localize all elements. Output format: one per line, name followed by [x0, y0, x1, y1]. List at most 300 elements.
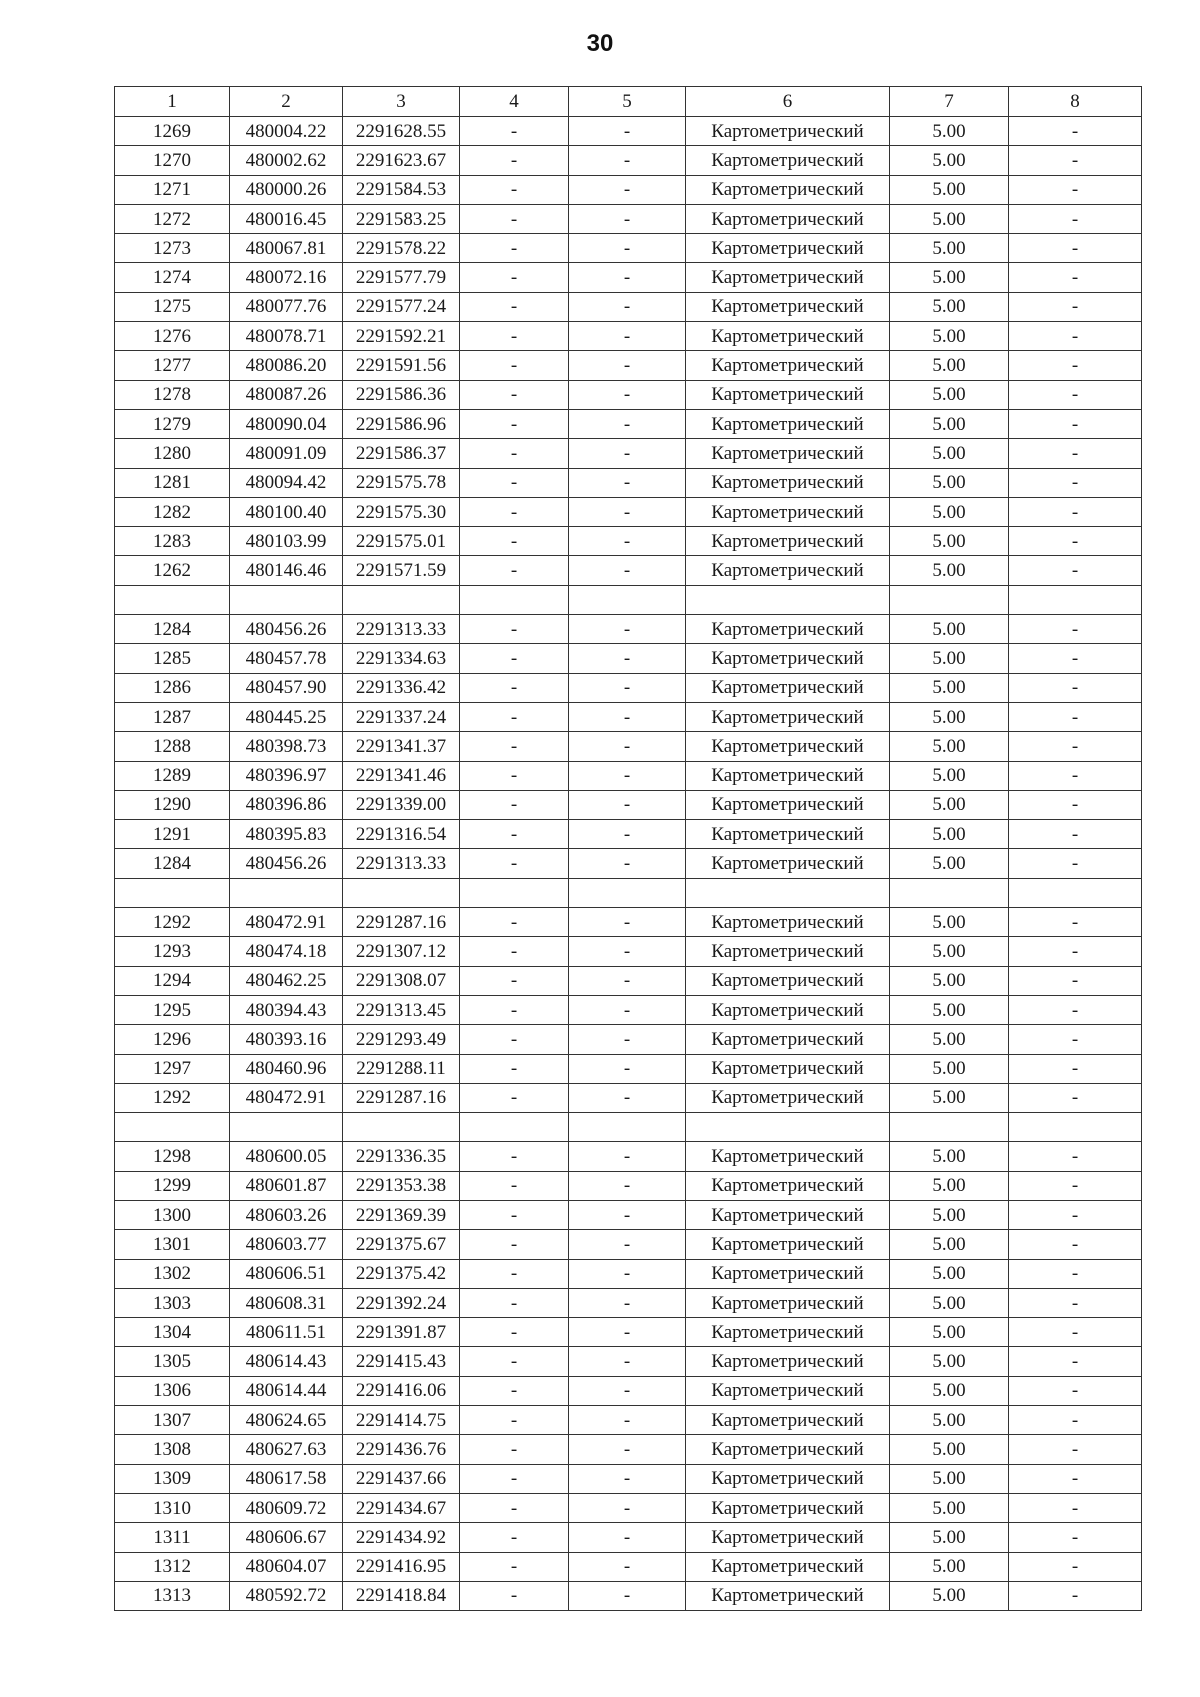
table-cell: Картометрический	[686, 380, 890, 409]
table-cell: 5.00	[890, 1025, 1009, 1054]
table-cell: -	[460, 1142, 569, 1171]
table-cell: Картометрический	[686, 1200, 890, 1229]
table-cell: -	[1009, 702, 1142, 731]
table-cell: -	[569, 322, 686, 351]
table-cell: Картометрический	[686, 146, 890, 175]
table-row	[115, 292, 1142, 321]
table-row	[115, 1493, 1142, 1522]
table-cell: -	[569, 1259, 686, 1288]
table-cell: 480614.43	[230, 1347, 343, 1376]
table-cell: 1277	[115, 351, 230, 380]
table-cell: -	[460, 146, 569, 175]
header-cell: 3	[343, 87, 460, 117]
table-cell: 5.00	[890, 1406, 1009, 1435]
table-cell: 5.00	[890, 1054, 1009, 1083]
table-cell: 2291375.42	[343, 1259, 460, 1288]
table-cell: 2291575.30	[343, 497, 460, 526]
table-cell: -	[460, 1552, 569, 1581]
table-cell: -	[460, 234, 569, 263]
table-cell: 2291586.37	[343, 439, 460, 468]
table-cell: -	[460, 439, 569, 468]
table-cell: 480606.51	[230, 1259, 343, 1288]
table-cell: 1287	[115, 702, 230, 731]
table-cell: 2291287.16	[343, 908, 460, 937]
table-cell: -	[460, 820, 569, 849]
table-cell: Картометрический	[686, 1552, 890, 1581]
table-cell: 5.00	[890, 527, 1009, 556]
table-cell	[343, 585, 460, 614]
table-row	[115, 1552, 1142, 1581]
table-cell: -	[1009, 117, 1142, 146]
table-cell: -	[460, 908, 569, 937]
table-cell: 5.00	[890, 175, 1009, 204]
table-cell: 1275	[115, 292, 230, 321]
table-cell: Картометрический	[686, 1025, 890, 1054]
table-cell: -	[1009, 234, 1142, 263]
table-cell: 1311	[115, 1523, 230, 1552]
table-cell: -	[569, 937, 686, 966]
table-cell: -	[1009, 1259, 1142, 1288]
table-cell: Картометрический	[686, 1083, 890, 1112]
table-cell: 5.00	[890, 204, 1009, 233]
table-cell: 1292	[115, 1083, 230, 1112]
table-cell	[115, 1113, 230, 1142]
header-cell: 4	[460, 87, 569, 117]
table-cell: -	[1009, 1288, 1142, 1317]
table-cell: -	[569, 292, 686, 321]
table-cell: -	[569, 732, 686, 761]
table-cell: -	[460, 615, 569, 644]
table-cell: -	[569, 1435, 686, 1464]
table-cell: 1274	[115, 263, 230, 292]
table-row	[115, 1347, 1142, 1376]
table-cell: 1302	[115, 1259, 230, 1288]
table-row	[115, 1288, 1142, 1317]
table-row	[115, 468, 1142, 497]
table-cell: 2291577.24	[343, 292, 460, 321]
table-cell: 1312	[115, 1552, 230, 1581]
table-cell: 5.00	[890, 1318, 1009, 1347]
table-cell: 1272	[115, 204, 230, 233]
table-cell: 1290	[115, 790, 230, 819]
table-row	[115, 1113, 1142, 1142]
table-cell: 480100.40	[230, 497, 343, 526]
table-cell: -	[569, 1493, 686, 1522]
table-cell: Картометрический	[686, 1464, 890, 1493]
table-cell: -	[1009, 1464, 1142, 1493]
table-row	[115, 1025, 1142, 1054]
table-cell: Картометрический	[686, 702, 890, 731]
table-cell: -	[460, 1259, 569, 1288]
table-cell: 1283	[115, 527, 230, 556]
table-cell	[569, 1113, 686, 1142]
table-cell: 1273	[115, 234, 230, 263]
table-cell: 480090.04	[230, 409, 343, 438]
table-cell: -	[460, 1581, 569, 1610]
table-row	[115, 1230, 1142, 1259]
table-row	[115, 1435, 1142, 1464]
table-cell	[230, 878, 343, 907]
table-cell: -	[1009, 1406, 1142, 1435]
table-cell: 1293	[115, 937, 230, 966]
table-cell: 5.00	[890, 497, 1009, 526]
header-cell: 1	[115, 87, 230, 117]
table-cell: 1291	[115, 820, 230, 849]
table-cell: 2291586.36	[343, 380, 460, 409]
table-cell: -	[460, 1200, 569, 1229]
table-cell: -	[569, 1552, 686, 1581]
table-cell: 480000.26	[230, 175, 343, 204]
table-cell: 1284	[115, 615, 230, 644]
table-row	[115, 966, 1142, 995]
table-cell: Картометрический	[686, 409, 890, 438]
table-cell: 480611.51	[230, 1318, 343, 1347]
table-cell: 5.00	[890, 263, 1009, 292]
table-cell: 1305	[115, 1347, 230, 1376]
table-cell: -	[569, 1406, 686, 1435]
table-cell: Картометрический	[686, 234, 890, 263]
table-cell: 480608.31	[230, 1288, 343, 1317]
table-cell: 2291341.37	[343, 732, 460, 761]
table-cell: -	[569, 1318, 686, 1347]
table-cell: -	[460, 1347, 569, 1376]
table-cell	[460, 1113, 569, 1142]
table-cell: 5.00	[890, 1083, 1009, 1112]
table-cell: 5.00	[890, 1142, 1009, 1171]
table-cell: -	[460, 351, 569, 380]
table-cell: -	[1009, 1376, 1142, 1405]
table-cell: 480086.20	[230, 351, 343, 380]
table-cell: 2291313.33	[343, 615, 460, 644]
table-cell: 5.00	[890, 673, 1009, 702]
table-row	[115, 790, 1142, 819]
table-row	[115, 439, 1142, 468]
table-cell: -	[460, 1435, 569, 1464]
header-row	[115, 87, 1142, 117]
table-cell: -	[569, 615, 686, 644]
table-cell: Картометрический	[686, 995, 890, 1024]
table-cell: -	[460, 849, 569, 878]
table-cell: Картометрический	[686, 966, 890, 995]
table-row	[115, 908, 1142, 937]
coordinates-table	[114, 86, 1142, 1611]
table-cell: 2291337.24	[343, 702, 460, 731]
table-cell: 1300	[115, 1200, 230, 1229]
table-cell: Картометрический	[686, 1435, 890, 1464]
table-cell: 480395.83	[230, 820, 343, 849]
table-cell: -	[569, 204, 686, 233]
table-cell: 1278	[115, 380, 230, 409]
table-row	[115, 1406, 1142, 1435]
table-cell: -	[460, 761, 569, 790]
table-cell: 480396.86	[230, 790, 343, 819]
table-cell: -	[569, 673, 686, 702]
table-row	[115, 556, 1142, 585]
table-cell: Картометрический	[686, 1318, 890, 1347]
table-cell: 480460.96	[230, 1054, 343, 1083]
table-cell: 480091.09	[230, 439, 343, 468]
table-cell: Картометрический	[686, 644, 890, 673]
table-row	[115, 409, 1142, 438]
table-cell: -	[1009, 761, 1142, 790]
table-cell: 480445.25	[230, 702, 343, 731]
table-cell: -	[569, 117, 686, 146]
table-cell: 480078.71	[230, 322, 343, 351]
table-cell: 2291591.56	[343, 351, 460, 380]
table-row	[115, 732, 1142, 761]
table-cell: 1301	[115, 1230, 230, 1259]
table-cell	[890, 1113, 1009, 1142]
table-cell: 5.00	[890, 615, 1009, 644]
table-cell: 1269	[115, 117, 230, 146]
table-row	[115, 204, 1142, 233]
table-cell: -	[569, 849, 686, 878]
table-cell: 480604.07	[230, 1552, 343, 1581]
table-cell: -	[460, 322, 569, 351]
table-cell: -	[569, 790, 686, 819]
table-cell: 480016.45	[230, 204, 343, 233]
table-cell: -	[1009, 380, 1142, 409]
table-cell: 5.00	[890, 322, 1009, 351]
table-cell: 1279	[115, 409, 230, 438]
table-cell: 5.00	[890, 820, 1009, 849]
header-cell: 6	[686, 87, 890, 117]
table-cell: 1289	[115, 761, 230, 790]
table-cell: 480087.26	[230, 380, 343, 409]
table-cell: -	[1009, 146, 1142, 175]
table-cell: -	[569, 644, 686, 673]
table-cell: -	[460, 1464, 569, 1493]
table-cell: Картометрический	[686, 322, 890, 351]
table-cell	[115, 585, 230, 614]
table-row	[115, 1581, 1142, 1610]
table-row	[115, 234, 1142, 263]
table-cell	[115, 878, 230, 907]
table-cell: Картометрический	[686, 1171, 890, 1200]
table-cell: 480072.16	[230, 263, 343, 292]
table-cell	[569, 878, 686, 907]
table-cell: -	[1009, 1083, 1142, 1112]
table-row	[115, 1318, 1142, 1347]
table-cell: -	[460, 1054, 569, 1083]
table-cell: -	[1009, 439, 1142, 468]
table-cell: -	[460, 732, 569, 761]
table-cell: 5.00	[890, 1493, 1009, 1522]
table-cell: Картометрический	[686, 263, 890, 292]
table-cell: 5.00	[890, 1347, 1009, 1376]
table-cell: Картометрический	[686, 1347, 890, 1376]
table-cell: -	[569, 409, 686, 438]
table-cell: -	[569, 1200, 686, 1229]
table-cell: 2291434.67	[343, 1493, 460, 1522]
table-cell: Картометрический	[686, 937, 890, 966]
table-cell: -	[569, 351, 686, 380]
table-cell: 480617.58	[230, 1464, 343, 1493]
table-cell: Картометрический	[686, 1406, 890, 1435]
table-cell: -	[1009, 263, 1142, 292]
table-cell: -	[1009, 790, 1142, 819]
table-cell: -	[569, 761, 686, 790]
table-cell: -	[569, 263, 686, 292]
table-cell: 5.00	[890, 380, 1009, 409]
table-cell: -	[569, 1142, 686, 1171]
table-cell	[343, 1113, 460, 1142]
table-cell	[1009, 585, 1142, 614]
table-cell: -	[1009, 409, 1142, 438]
table-cell: 2291434.92	[343, 1523, 460, 1552]
table-cell: 1276	[115, 322, 230, 351]
table-cell: -	[460, 263, 569, 292]
table-cell: 2291436.76	[343, 1435, 460, 1464]
table-cell: Картометрический	[686, 556, 890, 585]
table-cell: -	[460, 995, 569, 1024]
table-cell: 5.00	[890, 732, 1009, 761]
table-cell: 480601.87	[230, 1171, 343, 1200]
table-row	[115, 527, 1142, 556]
table-cell: 1294	[115, 966, 230, 995]
table-cell: 1313	[115, 1581, 230, 1610]
table-cell: 2291623.67	[343, 146, 460, 175]
table-cell: 480472.91	[230, 1083, 343, 1112]
table-cell	[230, 585, 343, 614]
table-cell: 5.00	[890, 937, 1009, 966]
table-cell: -	[460, 1406, 569, 1435]
table-cell: 2291307.12	[343, 937, 460, 966]
table-cell: -	[460, 556, 569, 585]
table-cell: -	[569, 1347, 686, 1376]
table-cell: 2291293.49	[343, 1025, 460, 1054]
table-cell: 480472.91	[230, 908, 343, 937]
table-cell: -	[460, 644, 569, 673]
table-row	[115, 1200, 1142, 1229]
table-cell: -	[460, 175, 569, 204]
table-cell: 5.00	[890, 995, 1009, 1024]
table-cell: -	[1009, 1552, 1142, 1581]
table-cell: Картометрический	[686, 615, 890, 644]
table-row	[115, 1464, 1142, 1493]
table-cell: -	[1009, 292, 1142, 321]
table-cell: -	[460, 380, 569, 409]
table-cell: 5.00	[890, 1435, 1009, 1464]
table-row	[115, 1259, 1142, 1288]
table-cell: 2291353.38	[343, 1171, 460, 1200]
table-cell	[890, 585, 1009, 614]
table-cell: -	[1009, 1171, 1142, 1200]
table-cell: -	[569, 380, 686, 409]
table-cell: 480606.67	[230, 1523, 343, 1552]
table-cell: -	[1009, 1523, 1142, 1552]
table-cell: Картометрический	[686, 204, 890, 233]
table-cell: 5.00	[890, 1464, 1009, 1493]
table-cell: -	[569, 1464, 686, 1493]
table-cell: -	[460, 117, 569, 146]
table-cell: -	[1009, 1200, 1142, 1229]
table-cell: Картометрический	[686, 351, 890, 380]
table-cell: 2291414.75	[343, 1406, 460, 1435]
table-cell: 5.00	[890, 1230, 1009, 1259]
table-cell: Картометрический	[686, 761, 890, 790]
table-cell: -	[1009, 849, 1142, 878]
table-cell: -	[569, 1171, 686, 1200]
table-cell: -	[569, 702, 686, 731]
table-cell	[686, 585, 890, 614]
table-cell: Картометрический	[686, 527, 890, 556]
table-cell: -	[569, 439, 686, 468]
table-cell: -	[569, 527, 686, 556]
table-cell: -	[460, 1376, 569, 1405]
table-cell: -	[460, 1230, 569, 1259]
table-cell: -	[1009, 673, 1142, 702]
table-cell: 480004.22	[230, 117, 343, 146]
table-cell: -	[1009, 615, 1142, 644]
table-row	[115, 351, 1142, 380]
table-cell: 2291415.43	[343, 1347, 460, 1376]
table-cell: 1285	[115, 644, 230, 673]
table-cell: 5.00	[890, 1581, 1009, 1610]
table-cell: 1307	[115, 1406, 230, 1435]
table-cell: -	[1009, 497, 1142, 526]
table-cell: 1281	[115, 468, 230, 497]
table-cell	[569, 585, 686, 614]
table-cell: 5.00	[890, 117, 1009, 146]
table-cell: 1296	[115, 1025, 230, 1054]
table-cell: 1262	[115, 556, 230, 585]
table-cell: -	[1009, 1435, 1142, 1464]
table-cell: 2291287.16	[343, 1083, 460, 1112]
table-cell: 5.00	[890, 439, 1009, 468]
table-cell: -	[1009, 468, 1142, 497]
table-cell: -	[1009, 1347, 1142, 1376]
table-cell: 2291418.84	[343, 1581, 460, 1610]
table-cell: 2291334.63	[343, 644, 460, 673]
table-cell: 5.00	[890, 702, 1009, 731]
table-cell: -	[460, 937, 569, 966]
table-cell: 1286	[115, 673, 230, 702]
table-cell: -	[569, 468, 686, 497]
table-cell: -	[460, 1523, 569, 1552]
table-cell: Картометрический	[686, 849, 890, 878]
table-cell: -	[460, 1025, 569, 1054]
table-cell	[343, 878, 460, 907]
table-cell: -	[460, 468, 569, 497]
table-row	[115, 1083, 1142, 1112]
table-cell: 2291592.21	[343, 322, 460, 351]
table-cell: -	[460, 1318, 569, 1347]
table-cell: 1280	[115, 439, 230, 468]
table-cell: 480394.43	[230, 995, 343, 1024]
table-cell: 5.00	[890, 1171, 1009, 1200]
table-cell: -	[569, 995, 686, 1024]
table-cell: 1297	[115, 1054, 230, 1083]
table-row	[115, 585, 1142, 614]
table-cell: 2291336.35	[343, 1142, 460, 1171]
header-cell: 5	[569, 87, 686, 117]
table-row	[115, 673, 1142, 702]
table-cell: 480094.42	[230, 468, 343, 497]
table-row	[115, 995, 1142, 1024]
header-cell: 7	[890, 87, 1009, 117]
table-cell: -	[1009, 351, 1142, 380]
table-cell: Картометрический	[686, 1493, 890, 1522]
table-cell: -	[460, 1171, 569, 1200]
table-cell: -	[1009, 556, 1142, 585]
table-cell: 480603.77	[230, 1230, 343, 1259]
table-cell: -	[460, 409, 569, 438]
table-row	[115, 1054, 1142, 1083]
table-cell: 5.00	[890, 644, 1009, 673]
table-cell: 1310	[115, 1493, 230, 1522]
table-cell: 2291575.78	[343, 468, 460, 497]
